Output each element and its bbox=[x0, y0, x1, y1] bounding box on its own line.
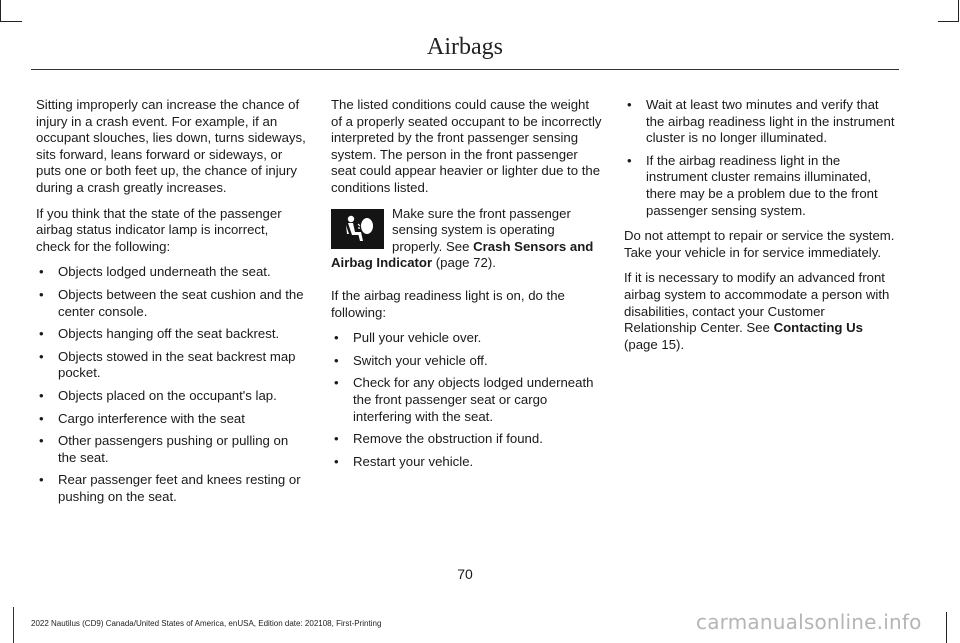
page-reference: (page 72). bbox=[432, 255, 496, 271]
paragraph bbox=[624, 270, 900, 353]
watermark: carmanualsonline.info bbox=[696, 610, 922, 634]
steps-list bbox=[331, 330, 603, 470]
footer-divider bbox=[13, 607, 14, 643]
checklist bbox=[36, 264, 306, 505]
list-item: • Other passengers pushing or pulling on the seat. bbox=[36, 433, 306, 466]
list-item: • If the airbag readiness light in the instrument cluster remains illuminated, there may be a problem due to the front passenger sensing system. bbox=[624, 153, 900, 219]
header-divider bbox=[31, 69, 899, 70]
crop-mark bbox=[0, 21, 22, 22]
page-reference: (page 15). bbox=[624, 336, 685, 352]
list-item: • Wait at least two minutes and verify that the airbag readiness light in the instrument cluster is no longer illuminated. bbox=[624, 97, 900, 147]
column-right bbox=[624, 97, 900, 362]
paragraph: Do not attempt to repair or service the system. Take your vehicle in for service immediately. bbox=[624, 228, 895, 260]
column-middle bbox=[331, 97, 603, 479]
paragraph: Sitting improperly can increase the chance of injury in a crash event. For example, if an occupant slouches, lies down, turns sideways, sits forward, leans forward or sideways, or puts one or both feet up, the chance of injury during a crash greatly increases. bbox=[36, 97, 306, 195]
steps-list-continued bbox=[624, 97, 900, 219]
page-number: 70 bbox=[457, 566, 473, 582]
crop-mark bbox=[0, 0, 1, 22]
list-item: • Objects lodged underneath the seat. bbox=[36, 264, 306, 281]
list-item: • Restart your vehicle. bbox=[331, 454, 603, 471]
column-left bbox=[36, 97, 306, 514]
list-item: • Remove the obstruction if found. bbox=[331, 431, 603, 448]
crop-mark bbox=[958, 0, 959, 22]
contacting-us-link[interactable]: Contacting Us bbox=[773, 320, 863, 336]
warning-note bbox=[331, 206, 603, 272]
note-body: Make sure the front passenger sensing system is operating properly. See bbox=[392, 205, 571, 254]
list-item: • Pull your vehicle over. bbox=[331, 330, 603, 347]
list-item: • Switch your vehicle off. bbox=[331, 353, 603, 370]
paragraph-body: If it is necessary to modify an advanced front airbag system to accommodate a person with disabilities, contact your Customer Relationship Center. See bbox=[624, 270, 890, 336]
edition-info: 2022 Nautilus (CD9) Canada/United States of America, enUSA, Edition date: 202108, First-Printing bbox=[31, 619, 382, 628]
list-item: • Objects between the seat cushion and the center console. bbox=[36, 287, 306, 320]
list-item: • Rear passenger feet and knees resting or pushing on the seat. bbox=[36, 472, 306, 505]
list-item: • Objects hanging off the seat backrest. bbox=[36, 326, 306, 343]
paragraph: If you think that the state of the passenger airbag status indicator lamp is incorrect, check for the following: bbox=[36, 205, 282, 254]
crop-mark bbox=[946, 612, 947, 643]
page-title: Airbags bbox=[427, 34, 503, 60]
airbag-warning-icon bbox=[331, 209, 384, 249]
list-item: • Cargo interference with the seat bbox=[36, 411, 306, 428]
list-item: • Check for any objects lodged underneath the front passenger seat or cargo interfering with the seat. bbox=[331, 375, 603, 425]
paragraph: The listed conditions could cause the weight of a properly seated occupant to be incorrectly interpreted by the front passenger sensing system. The person in the front passenger seat could appear heavier or lighter due to the conditions listed. bbox=[331, 97, 602, 195]
crash-sensors-link[interactable]: Crash Sensors and Airbag Indicator bbox=[331, 238, 594, 271]
list-item: • Objects stowed in the seat backrest map pocket. bbox=[36, 349, 306, 382]
crop-mark bbox=[938, 21, 959, 22]
list-item: • Objects placed on the occupant's lap. bbox=[36, 388, 306, 405]
paragraph: If the airbag readiness light is on, do the following: bbox=[331, 287, 565, 320]
